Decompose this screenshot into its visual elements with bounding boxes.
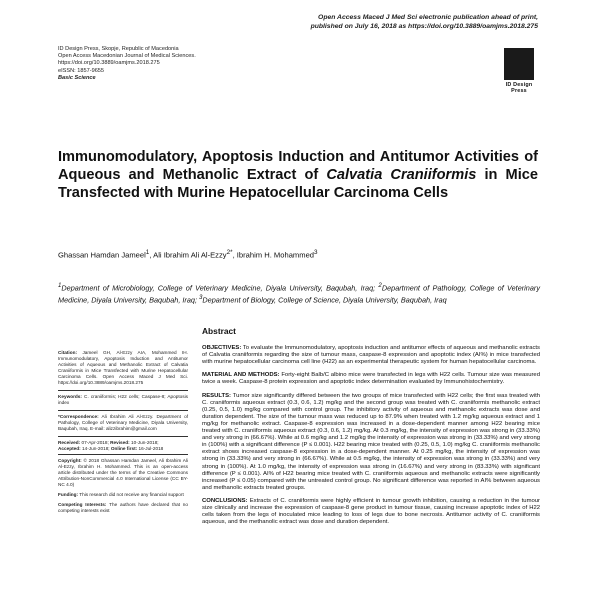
abstract-results (202, 393, 540, 492)
revised-date: 10-Jun-2018; (129, 440, 159, 445)
publisher-info (58, 46, 196, 82)
online-date: 16-Jul-2018 (137, 446, 164, 451)
competing-text: The authors have declared that no competing interests exist (58, 502, 188, 513)
article-dates (58, 440, 188, 452)
objectives-label: OBJECTIVES: (202, 345, 242, 352)
divider (58, 390, 188, 391)
notice-line-2: published on July 16, 2018 as https://doi.org/10.3889/oamjms.2018.275 (310, 22, 538, 30)
competing-interests (58, 502, 188, 514)
conclusions-text: Extracts of C. craniiformis were highly efficient in tumour growth inhibition, causing a reduction in the tumour size clinically and increase the expression of caspase-8 gene product in tumour tissue, causing increase apoptotic index of H22 cells taken from the legs of inoculated mice leading to loss of legs due to bone necrosis. Antitumor activity of C. craniiformis aqueous, and the methanolic extract was dose and duration dependent. (202, 497, 540, 526)
affil-1-text: Department of Microbiology, College of Veterinary Medicine, Diyala University, Baqubah, Iraq; (61, 283, 379, 293)
abstract-objectives (202, 345, 540, 366)
publisher-doi[interactable]: https://doi.org/10.3889/oamjms.2018.275 (58, 60, 160, 67)
publisher-issn: eISSN: 1857-9655 (58, 67, 105, 74)
received-label: Received: (58, 440, 81, 445)
dates-line-2 (58, 446, 188, 452)
publisher-logo (504, 48, 534, 96)
notice-line-1: Open Access Maced J Med Sci electronic publication ahead of print, (318, 14, 538, 21)
keywords-label: Keywords: (58, 394, 82, 399)
methods-label: MATERIAL AND METHODS: (202, 372, 280, 379)
divider (58, 410, 188, 411)
results-label: RESULTS: (202, 392, 232, 399)
logo-text-line-1: ID Design (505, 82, 533, 88)
article-title (58, 148, 538, 202)
results-text: Tumor size significantly differed between the two groups of mice transfected with H22 cells; the first was treated with C. craniiformis aqueous extract (0.3, 0.6, 1.2) mg/kg and the second group was treated with C. craniiformis methanolic extract (0.25, 0.5, 1.0) mg/kg compared with control group. The inhibitory activity of aqueous and methanolic extracts was dose and duration dependent. The size of the tumour mass was reduced up to 87.9% when treated with 1.2 mg/kg aqueous extract and 1 mg/kg for methanolic extract. Caspase-8 expression was increased in a dose-dependent manner among H22 bearing mice treated with C. craniiformis aqueous extract (0.3, 0.6, 1.2) mg/kg. At 0.3 mg/kg, the intensity of expression was strong in (33.33%) and very strong in (66.67%). While at 0.6 mg/kg and 1.2 mg/kg the intensity of expression was strong in (33.33%) and very strong in (100%) with a significant difference (P ≤ 0.001). H22 bearing mice treated with (0.25, 0.5, 1.0) mg/kg C. craniiformis methanolic extract shows increased caspase-8 expression in a dose-dependent manner. At 0.25 mg/kg, the intensity of expression was strong in (33.33%) and very strong in (66.67%). While at 0.5 mg/kg, the intensity of expression was strong in (33.33%) and very strong in (100%). At 1.0 mg/kg, the intensity of expression was strong in (16.67%) and very strong in (83.33%) with significant difference (P ≤ 0.001). AI% of H22 bearing mice treated with C. craniiformis aqueous and methanolic extracts were significantly increased (P ≤ 0.05) compared with the untreated control group. No significant difference was reported in AI% between aqueous and methanolic extracts treated groups. (202, 392, 540, 491)
correspondence (58, 414, 188, 432)
accepted-date: 14-Jun-2018; (80, 446, 111, 451)
correspondence-text: Ali Ibrahim Ali Al-Ezzy. Department of Pathology, College of Veterinary Medicine, Diyala University, Baqubah, Iraq. E-mail: alizzibrahim@gmail.com (58, 414, 188, 431)
abstract-section (202, 328, 540, 532)
publication-notice (218, 14, 538, 31)
copyright (58, 458, 188, 488)
copyright-text: © 2018 Ghassan Hamdan Jameel, Ali Ibrahim Ali Al-Ezzy, Ibrahim H. Mohammed. This is an open-access article distributed under the terms of the Creative Commons Attribution-NonCommercial 4.0 International License (CC BY-NC 4.0) (58, 458, 188, 487)
title-part-2: in Mice Transfected with Murine Hepatocellular Carcinoma Cells (58, 167, 538, 201)
keywords (58, 394, 188, 406)
logo-mark-icon (504, 48, 534, 80)
conclusions-label: CONCLUSIONS: (202, 497, 248, 504)
publisher-line-2: Open Access Macedonian Journal of Medical Sciences. (58, 53, 196, 60)
funding-text: This research did not receive any financial support (78, 492, 184, 497)
affiliations (58, 281, 540, 306)
author-separator: , (232, 250, 237, 260)
revised-label: Revised: (110, 440, 130, 445)
citation-label: Citation: (58, 350, 78, 355)
correspondence-label: *Correspondence: (58, 414, 99, 419)
affil-3-text: Department of Biology, College of Science, Diyala University, Baqubah, Iraq (202, 295, 447, 305)
methods-text: Forty-eight Balb/C albino mice were transfected in legs with H22 cells. Tumour size was measured twice a week. Caspase-8 protein expression and apoptotic index determination evaluated by Immunohistochemistry. (202, 372, 540, 386)
funding (58, 492, 188, 498)
title-part-1: Immunomodulatory, Apoptosis Induction and Antitumor Activities of Aqueous and Methanolic Extract of (58, 149, 538, 183)
keywords-text: C. craniiformis; H22 cells; Caspase-8; Apoptosis index (58, 394, 188, 405)
funding-label: Funding: (58, 492, 79, 497)
abstract-heading: Abstract (202, 326, 236, 336)
publisher-line-1: ID Design Press, Skopje, Republic of Macedonia (58, 46, 179, 52)
received-date: 07-Apr-2018; (80, 440, 111, 445)
affil-2-number: 2 (378, 282, 382, 289)
author-1-affil: 1 (145, 249, 150, 256)
author-2-affil: 2* (226, 249, 233, 256)
accepted-label: Accepted: (58, 446, 81, 451)
objectives-text: To evaluate the Immunomodulatory, apoptosis induction and antitumor effects of aqueous and methanolic extracts of Calvatia craniiformis regarding the size of tumour mass, caspase-8 expression and apoptotic index (AI%) in mice transfected with murine hepatocellular carcinoma cell line (H22) as an experimental therapeutic system for human hepatocellular carcinoma. (202, 345, 540, 366)
divider (58, 436, 188, 437)
logo-text-line-2: Press (511, 88, 527, 94)
author-2: Ali Ibrahim Ali Al-Ezzy (153, 250, 227, 260)
author-1: Ghassan Hamdan Jameel (58, 250, 146, 260)
copyright-label: Copyright: (58, 458, 82, 463)
affil-2-text: Department of Pathology, College of Veterinary Medicine, Diyala University, Baqubah, Iraq; (58, 283, 540, 305)
affil-3-number: 3 (199, 294, 203, 302)
article-sidebar (58, 350, 188, 518)
abstract-conclusions (202, 498, 540, 526)
author-separator: , (149, 250, 154, 260)
author-3: Ibrahim H. Mohammed (236, 250, 315, 260)
author-list (58, 249, 318, 260)
citation (58, 350, 188, 386)
abstract-methods (202, 372, 540, 386)
article-section: Basic Science (58, 74, 96, 81)
online-label: Online first: (110, 446, 138, 451)
author-3-affil: 3 (314, 249, 318, 256)
citation-text: Jameel GH, Al-Ezzy AIA, Mohammed IH. Immunomodulatory, Apoptosis Induction and Antitumor Activities of Aqueous and Methanolic Extract of Calvatia Craniiformis in Mice Transfected with Murine Hepatocellular Carcinoma Cells. Open Access Maced J Med Sci. https://doi.org/10.3889/oamjms.2018.275 (58, 350, 188, 385)
affil-1-number: 1 (58, 282, 62, 289)
title-species: Calvatia Craniiformis (326, 167, 477, 183)
divider (58, 454, 188, 455)
competing-label: Competing Interests: (58, 502, 107, 507)
